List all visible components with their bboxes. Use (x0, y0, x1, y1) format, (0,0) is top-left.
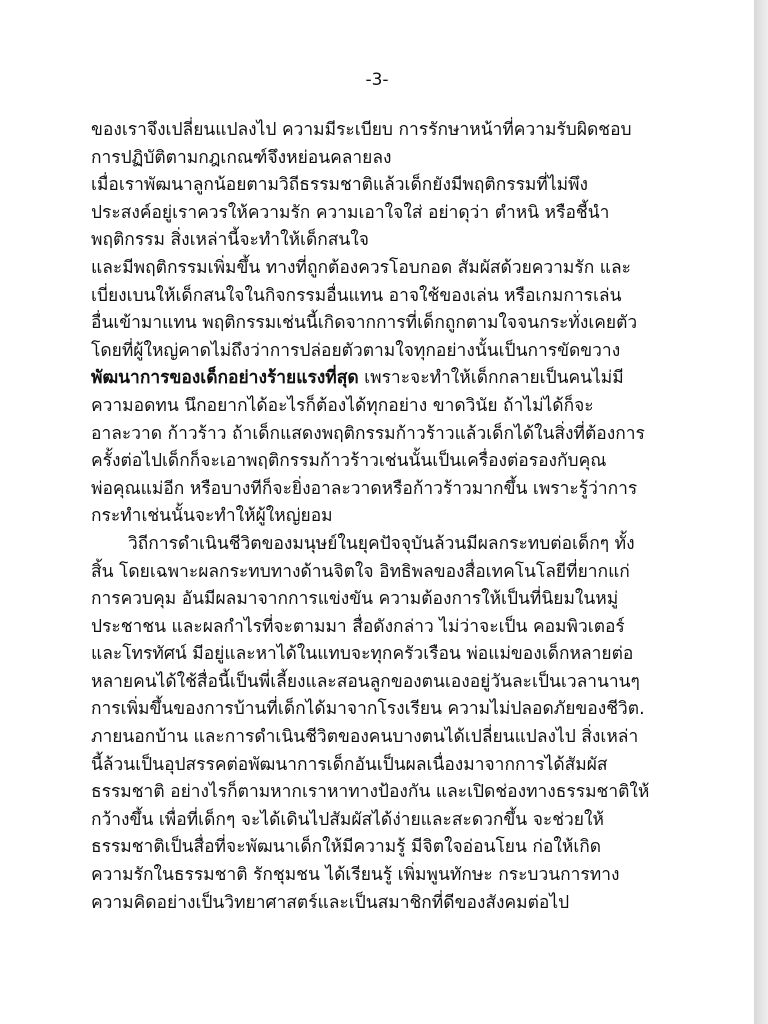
line-text: ความอดทน นึกอยากได้อะไรก็ต้องได้ทุกอย่าง ขาดวินัย ถ้าไม่ได้ก็จะ (91, 395, 594, 416)
line-text: ประสงค์อยู่เราควรให้ความรัก ความเอาใจใส่ อย่าดุว่า ตำหนิ หรือชี้นำ (91, 202, 610, 223)
bold-text: พัฒนาการของเด็กอย่างร้ายแรงที่สุด (91, 368, 359, 389)
text-line (91, 172, 691, 200)
line-text: อาละวาด ก้าวร้าว ถ้าเด็กแสดงพฤติกรรมก้าวร้าวแล้วเด็กได้ในสิ่งที่ต้องการ (91, 423, 645, 444)
text-line (91, 779, 691, 807)
text-line (91, 559, 691, 587)
text-line (91, 227, 691, 255)
text-line (91, 365, 691, 393)
line-text: ธรรมชาติ อย่างไรก็ตามหากเราหาทางป้องกัน และเปิดช่องทางธรรมชาติให้ (91, 782, 650, 803)
text-line (91, 338, 691, 366)
page-number: -3- (365, 70, 389, 90)
text-line (91, 200, 691, 228)
line-text: สิ้น โดยเฉพาะผลกระทบทางด้านจิตใจ อิทธิพลของสื่อเทคโนโลยีที่ยากแก่ (91, 561, 630, 582)
text-line (91, 255, 691, 283)
line-text: เมื่อเราพัฒนาลูกน้อยตามวิถีธรรมชาติแล้วเด็กยังมีพฤติกรรมที่ไม่พึง (91, 175, 589, 196)
line-text: ความคิดอย่างเป็นวิทยาศาสตร์และเป็นสมาชิกที่ดีของสังคมต่อไป (91, 892, 570, 913)
text-line (91, 503, 691, 531)
text-line (91, 283, 691, 311)
line-text: ความรักในธรรมชาติ รักชุมชน ได้เรียนรู้ เพิ่มพูนทักษะ กระบวนการทาง (91, 865, 620, 886)
line-text: การควบคุม อันมีผลมาจากการแข่งขัน ความต้องการให้เป็นที่นิยมในหมู่ (91, 589, 619, 610)
line-text: พฤติกรรม สิ่งเหล่านี้จะทำให้เด็กสนใจ (91, 230, 369, 251)
text-line (91, 641, 691, 669)
line-text: เบี่ยงเบนให้เด็กสนใจในกิจกรรมอื่นแทน อาจใช้ของเล่น หรือเกมการเล่น (91, 285, 622, 306)
line-text: และโทรทัศน์ มีอยู่และหาได้ในแทบจะทุกครัวเรือน พ่อแม่ของเด็กหลายต่อ (91, 644, 634, 665)
line-text: ธรรมชาติเป็นสื่อที่จะพัฒนาเด็กให้มีความรู้ มีจิตใจอ่อนโยน ก่อให้เกิด (91, 837, 602, 858)
text-line (91, 310, 691, 338)
text-line (91, 393, 691, 421)
text-line (91, 862, 691, 890)
line-text: วิถีการดำเนินชีวิตของมนุษย์ในยุคปัจจุบันล้วนมีผลกระทบต่อเด็กๆ ทั้ง (128, 533, 635, 554)
line-text: กระทำเช่นนั้นจะทำให้ผู้ใหญ่ยอม (91, 506, 333, 527)
text-line (91, 531, 691, 559)
line-text: นี้ล้วนเป็นอุปสรรคต่อพัฒนาการเด็กอันเป็นผลเนื่องมาจากการได้สัมผัส (91, 754, 608, 775)
text-line (91, 421, 691, 449)
text-line (91, 614, 691, 642)
text-line (91, 117, 691, 145)
text-line (91, 669, 691, 697)
line-text: กว้างขึ้น เพื่อที่เด็กๆ จะได้เดินไปสัมผัสได้ง่ายและสะดวกขึ้น จะช่วยให้ (91, 809, 604, 830)
text-line (91, 696, 691, 724)
viewer-edge (754, 0, 768, 1024)
text-line (91, 807, 691, 835)
text-line (91, 752, 691, 780)
text-line (91, 145, 691, 173)
line-text: ประชาชน และผลกำไรที่จะตามมา สื่อดังกล่าว ไม่ว่าจะเป็น คอมพิวเตอร์ (91, 616, 625, 637)
line-text: ครั้งต่อไปเด็กก็จะเอาพฤติกรรมก้าวร้าวเช่นนั้นเป็นเครื่องต่อรองกับคุณ (91, 451, 607, 472)
line-text: ของเราจึงเปลี่ยนแปลงไป ความมีระเบียบ การรักษาหน้าที่ความรับผิดชอบ (91, 120, 632, 140)
text-line (91, 448, 691, 476)
line-text: หลายคนได้ใช้สื่อนี้เป็นพี่เลี้ยงและสอนลูกของตนเองอยู่วันละเป็นเวลานานๆ (91, 671, 640, 692)
line-text: ภายนอกบ้าน และการดำเนินชีวิตของคนบางตนได้เปลี่ยนแปลงไป สิ่งเหล่า (91, 727, 639, 748)
line-text: และมีพฤติกรรมเพิ่มขึ้น ทางที่ถูกต้องควรโอบกอด สัมผัสด้วยความรัก และ (91, 257, 632, 278)
line-text: อื่นเข้ามาแทน พฤติกรรมเช่นนี้เกิดจากการที่เด็กถูกตามใจจนกระทั่งเคยตัว (91, 313, 638, 334)
line-text: โดยที่ผู้ใหญ่คาดไม่ถึงว่าการปล่อยตัวตามใจทุกอย่างนั้นเป็นการขัดขวาง (91, 340, 621, 361)
text-line (91, 834, 691, 862)
text-line (91, 586, 691, 614)
text-line (91, 476, 691, 504)
line-text: พ่อคุณแม่อีก หรือบางทีก็จะยิ่งอาละวาดหรือก้าวร้าวมากขึ้น เพราะรู้ว่าการ (91, 478, 638, 499)
text-line (91, 890, 691, 918)
line-text: การปฏิบัติตามกฎเกณฑ์จึงหย่อนคลายลง (91, 147, 392, 168)
line-text: เพราะจะทำให้เด็กกลายเป็นคนไม่มี (358, 368, 624, 389)
body-text (91, 117, 691, 917)
line-text: การเพิ่มขึ้นของการบ้านที่เด็กได้มาจากโรงเรียน ความไม่ปลอดภัยของชีวิต. (91, 699, 645, 720)
text-line (91, 724, 691, 752)
